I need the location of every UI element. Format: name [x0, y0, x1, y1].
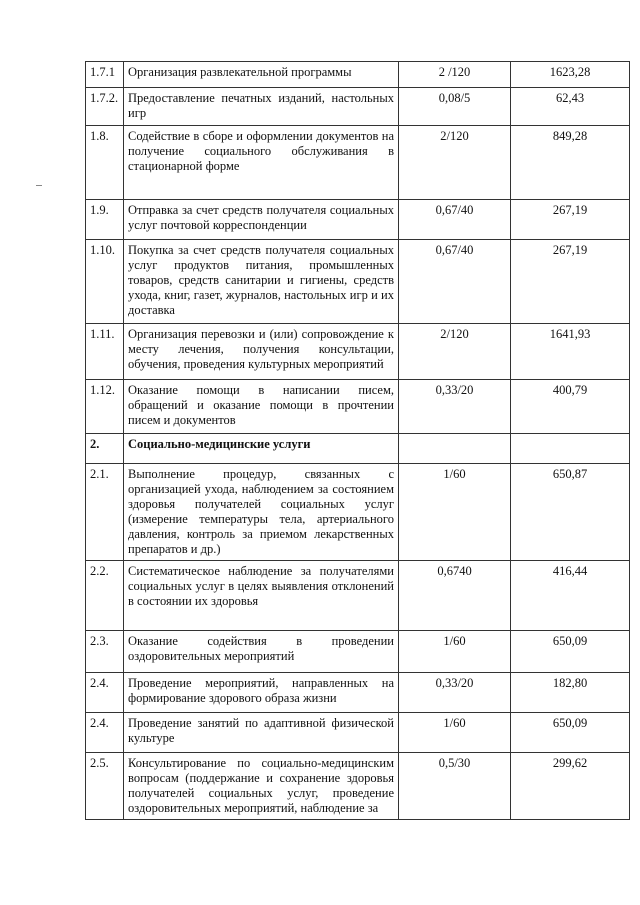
- service-name: Социально-медицинские услуги: [124, 434, 399, 464]
- service-price: 416,44: [511, 561, 630, 631]
- section-row: [86, 434, 630, 464]
- service-name: Предоставление печатных изданий, настольных игр: [124, 88, 399, 126]
- time-norm: [399, 434, 511, 464]
- table-row: [86, 631, 630, 673]
- time-norm: 0,67/40: [399, 200, 511, 240]
- time-norm: 2 /120: [399, 62, 511, 88]
- service-name: Отправка за счет средств получателя социальных услуг почтовой корреспонденции: [124, 200, 399, 240]
- time-norm: 0,5/30: [399, 753, 511, 820]
- time-norm: 0,6740: [399, 561, 511, 631]
- service-price: 650,09: [511, 713, 630, 753]
- service-price: 267,19: [511, 240, 630, 324]
- table-row: [86, 62, 630, 88]
- service-price: 299,62: [511, 753, 630, 820]
- service-price: 267,19: [511, 200, 630, 240]
- service-price: [511, 434, 630, 464]
- time-norm: 1/60: [399, 464, 511, 561]
- row-number: 1.8.: [86, 126, 124, 200]
- table-row: [86, 240, 630, 324]
- table-row: [86, 713, 630, 753]
- service-price: 849,28: [511, 126, 630, 200]
- service-name: Систематическое наблюдение за получателями социальных услуг в целях выявления отклонений в состоянии их здоровья: [124, 561, 399, 631]
- time-norm: 0,67/40: [399, 240, 511, 324]
- service-name: Консультирование по социально-медицинским вопросам (поддержание и сохранение здоровья получателей социальных услуг, проведение оздоровительных мероприятий, наблюдение за: [124, 753, 399, 820]
- service-name: Выполнение процедур, связанных с организацией ухода, наблюдением за состоянием здоровья получателей социальных услуг (измерение температуры тела, артериального давления, контроль за приемом лекарственных препаратов и др.): [124, 464, 399, 561]
- margin-mark: [36, 185, 42, 186]
- time-norm: 0,33/20: [399, 380, 511, 434]
- table-row: [86, 88, 630, 126]
- service-price: 1623,28: [511, 62, 630, 88]
- row-number: 1.11.: [86, 324, 124, 380]
- service-name: Организация перевозки и (или) сопровождение к месту лечения, получения консультации, обучения, проведения культурных мероприятий: [124, 324, 399, 380]
- service-name: Проведение занятий по адаптивной физической культуре: [124, 713, 399, 753]
- row-number: 1.10.: [86, 240, 124, 324]
- row-number: 1.9.: [86, 200, 124, 240]
- service-name: Покупка за счет средств получателя социальных услуг продуктов питания, промышленных товаров, средств санитарии и гигиены, средств ухода, книг, газет, журналов, настольных игр и их доставка: [124, 240, 399, 324]
- table-row: [86, 324, 630, 380]
- row-number: 2.: [86, 434, 124, 464]
- time-norm: 0,33/20: [399, 673, 511, 713]
- service-price: 650,87: [511, 464, 630, 561]
- services-table: [85, 61, 630, 820]
- time-norm: 2/120: [399, 126, 511, 200]
- service-price: 650,09: [511, 631, 630, 673]
- time-norm: 0,08/5: [399, 88, 511, 126]
- time-norm: 1/60: [399, 713, 511, 753]
- service-name: Содействие в сборе и оформлении документов на получение социального обслуживания в стационарной форме: [124, 126, 399, 200]
- service-name: Оказание содействия в проведении оздоровительных мероприятий: [124, 631, 399, 673]
- service-price: 400,79: [511, 380, 630, 434]
- row-number: 2.2.: [86, 561, 124, 631]
- table-row: [86, 561, 630, 631]
- table-row: [86, 200, 630, 240]
- table-row: [86, 126, 630, 200]
- table-row: [86, 753, 630, 820]
- row-number: 2.3.: [86, 631, 124, 673]
- service-price: 62,43: [511, 88, 630, 126]
- row-number: 1.12.: [86, 380, 124, 434]
- service-price: 182,80: [511, 673, 630, 713]
- table-row: [86, 380, 630, 434]
- service-price: 1641,93: [511, 324, 630, 380]
- row-number: 2.4.: [86, 673, 124, 713]
- row-number: 1.7.2.: [86, 88, 124, 126]
- table-row: [86, 464, 630, 561]
- service-name: Оказание помощи в написании писем, обращений и оказание помощи в прочтении писем и документов: [124, 380, 399, 434]
- row-number: 2.4.: [86, 713, 124, 753]
- services-table-body: [86, 62, 630, 820]
- time-norm: 1/60: [399, 631, 511, 673]
- row-number: 1.7.1: [86, 62, 124, 88]
- table-row: [86, 673, 630, 713]
- service-name: Проведение мероприятий, направленных на формирование здорового образа жизни: [124, 673, 399, 713]
- time-norm: 2/120: [399, 324, 511, 380]
- service-name: Организация развлекательной программы: [124, 62, 399, 88]
- row-number: 2.1.: [86, 464, 124, 561]
- row-number: 2.5.: [86, 753, 124, 820]
